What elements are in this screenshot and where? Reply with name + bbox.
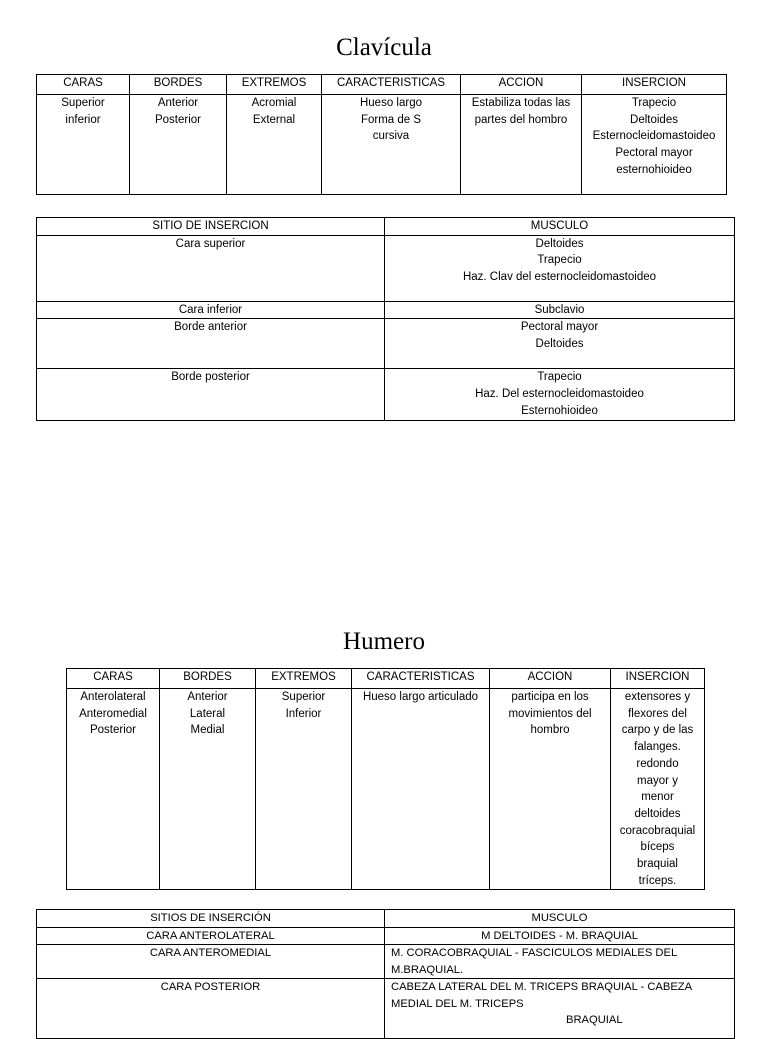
cell-caracteristicas: Hueso largo articulado xyxy=(352,689,490,890)
header-musculo: MUSCULO xyxy=(385,910,735,928)
insertion-muscle-cell xyxy=(385,979,735,1039)
header-insercion: INSERCION xyxy=(611,669,705,689)
table-row xyxy=(37,95,727,195)
insertion-site: CARA ANTEROLATERAL xyxy=(37,927,385,945)
table-header-row xyxy=(67,669,705,689)
table-row xyxy=(37,369,735,420)
insertion-muscle: M DELTOIDES - M. BRAQUIAL xyxy=(385,927,735,945)
table-row xyxy=(37,235,735,301)
header-musculo: MUSCULO xyxy=(385,218,735,236)
table-row xyxy=(67,689,705,890)
table-row xyxy=(37,927,735,945)
cell-extremos: Superior Inferior xyxy=(256,689,352,890)
insertion-muscle: CABEZA LATERAL DEL M. TRICEPS BRAQUIAL - CABEZA MEDIAL DEL M. TRICEPS xyxy=(391,981,693,1010)
header-accion: ACCION xyxy=(461,75,582,95)
header-caras: CARAS xyxy=(37,75,130,95)
humero-title: Humero xyxy=(343,628,425,655)
insertion-muscle: Trapecio Haz. Del esternocleidomastoideo Esternohioideo xyxy=(385,369,735,420)
header-caras: CARAS xyxy=(67,669,160,689)
table-row xyxy=(37,979,735,1039)
insertion-muscle: Pectoral mayor Deltoides xyxy=(385,319,735,369)
insertion-site: Borde anterior xyxy=(37,319,385,369)
table-header-row xyxy=(37,75,727,95)
insertion-site: CARA POSTERIOR xyxy=(37,979,385,1039)
insertion-site: CARA ANTEROMEDIAL xyxy=(37,945,385,979)
clavicula-table xyxy=(36,74,727,195)
clavicula-insertion-table xyxy=(36,217,735,421)
header-caracteristicas: CARACTERISTICAS xyxy=(352,669,490,689)
humero-table xyxy=(66,668,705,890)
table-row xyxy=(37,945,735,979)
header-extremos: EXTREMOS xyxy=(256,669,352,689)
insertion-muscle: Subclavio xyxy=(385,301,735,319)
cell-caracteristicas: Hueso largo Forma de S cursiva xyxy=(322,95,461,195)
header-sitio: SITIO DE INSERCION xyxy=(37,218,385,236)
cell-insercion: Trapecio Deltoides Esternocleidomastoideo Pectoral mayor esternohioideo xyxy=(582,95,727,195)
insertion-muscle-continuation: BRAQUIAL xyxy=(566,1014,623,1026)
table-header-row xyxy=(37,910,735,928)
header-caracteristicas: CARACTERISTICAS xyxy=(322,75,461,95)
header-bordes: BORDES xyxy=(130,75,227,95)
insertion-muscle: Deltoides Trapecio Haz. Clav del esternocleidomastoideo xyxy=(385,235,735,301)
cell-accion: Estabiliza todas las partes del hombro xyxy=(461,95,582,195)
table-row xyxy=(37,319,735,369)
clavicula-title: Clavícula xyxy=(336,34,432,61)
insertion-site: Borde posterior xyxy=(37,369,385,420)
header-bordes: BORDES xyxy=(160,669,256,689)
insertion-muscle: M. CORACOBRAQUIAL - FASCICULOS MEDIALES DEL M.BRAQUIAL. xyxy=(385,945,735,979)
insertion-site: Cara inferior xyxy=(37,301,385,319)
cell-accion: participa en los movimientos del hombro xyxy=(490,689,611,890)
cell-caras: Superior inferior xyxy=(37,95,130,195)
header-sitio: SITIOS DE INSERCIÓN xyxy=(37,910,385,928)
header-accion: ACCION xyxy=(490,669,611,689)
header-insercion: INSERCION xyxy=(582,75,727,95)
table-row xyxy=(37,301,735,319)
insertion-site: Cara superior xyxy=(37,235,385,301)
table-header-row xyxy=(37,218,735,236)
cell-insercion: extensores y flexores del carpo y de las falanges. redondo mayor y menor deltoides coracobraquial bíceps braquial tríceps. xyxy=(611,689,705,890)
cell-extremos: Acromial External xyxy=(227,95,322,195)
cell-caras: Anterolateral Anteromedial Posterior xyxy=(67,689,160,890)
cell-bordes: Anterior Lateral Medial xyxy=(160,689,256,890)
cell-bordes: Anterior Posterior xyxy=(130,95,227,195)
humero-insertion-table xyxy=(36,909,735,1039)
header-extremos: EXTREMOS xyxy=(227,75,322,95)
